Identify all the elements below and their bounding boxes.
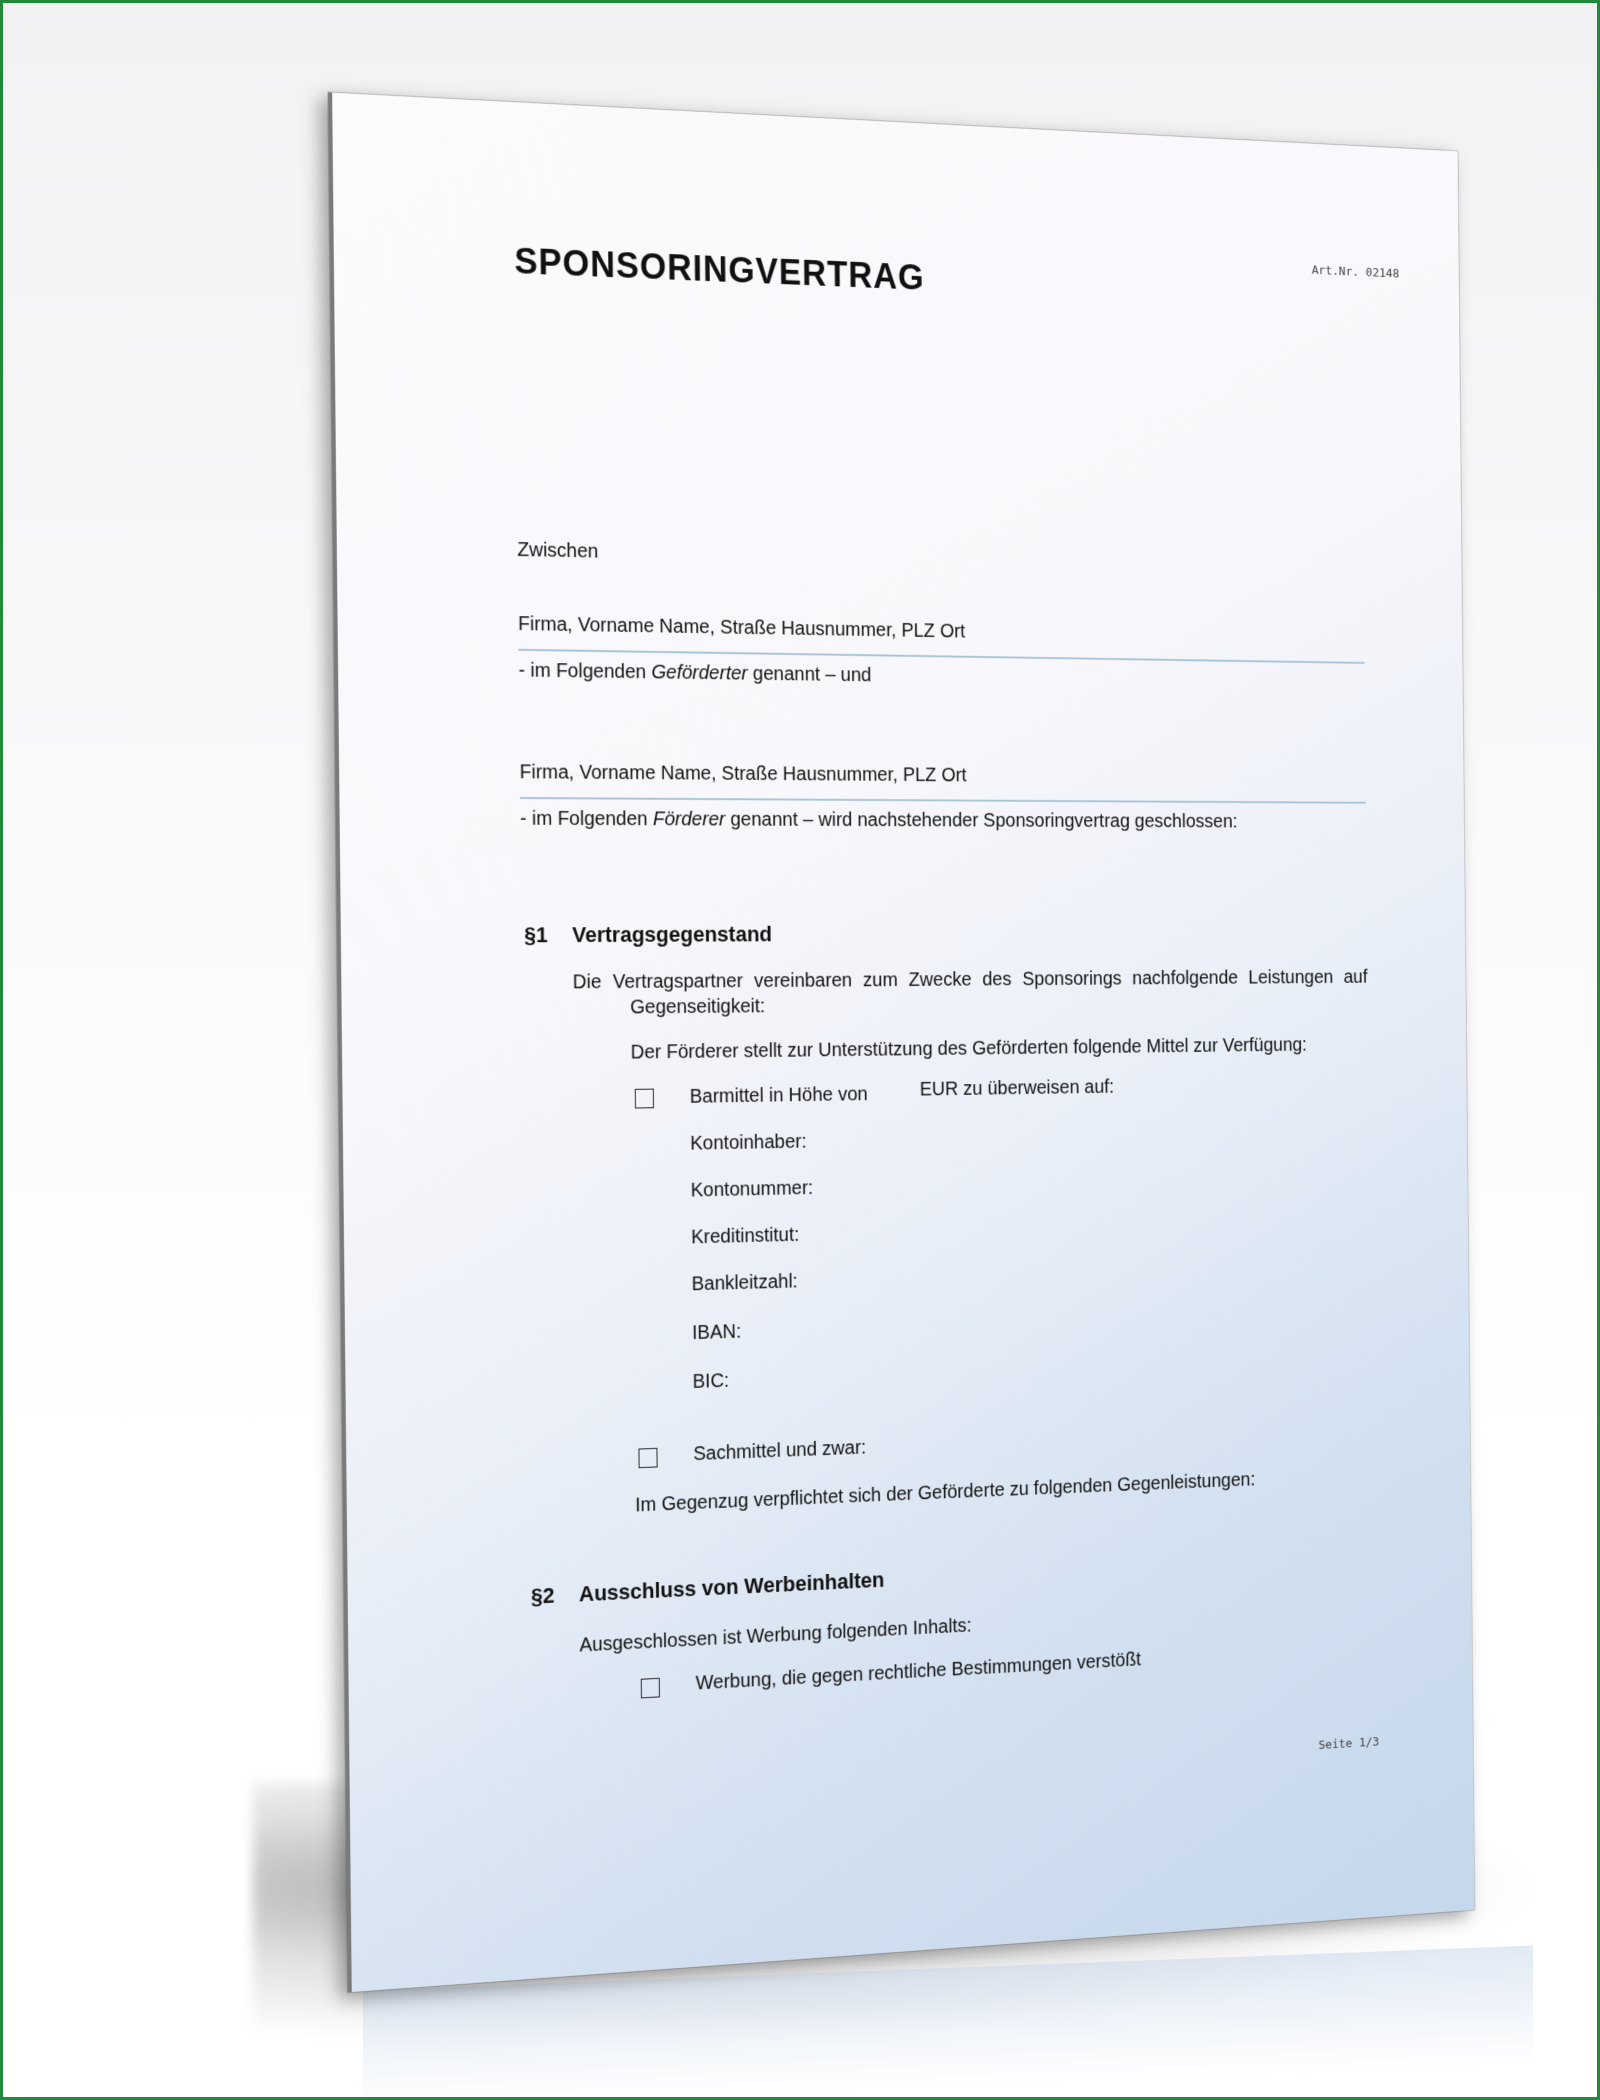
bank-field-bic: BIC:	[692, 1370, 730, 1393]
party1-role-prefix: - im Folgenden	[518, 659, 652, 684]
article-number: Art.Nr. 02148	[1311, 263, 1400, 282]
section1-title: Vertragsgegenstand	[572, 921, 773, 947]
section1-intro	[573, 965, 1368, 1021]
bank-field-account-number: Kontonummer:	[690, 1177, 814, 1202]
bank-field-iban: IBAN:	[692, 1321, 742, 1344]
cash-suffix: EUR zu überweisen auf:	[919, 1076, 1115, 1101]
section2-intro: Ausgeschlossen ist Werbung folgenden Inhalts:	[579, 1615, 972, 1657]
section2-option1-label: Werbung, die gegen rechtliche Bestimmungen verstößt	[695, 1649, 1142, 1695]
counter-statement: Im Gegenzug verpflichtet sich der Geförderte zu folgenden Gegenleistungen:	[635, 1469, 1256, 1517]
section2-title: Ausschluss von Werbeinhalten	[578, 1567, 885, 1607]
cash-checkbox[interactable]	[635, 1089, 654, 1109]
bank-field-account-holder: Kontoinhaber:	[690, 1131, 807, 1155]
party2-role-prefix: - im Folgenden	[520, 807, 654, 831]
party1-role-name: Geförderter	[651, 661, 748, 685]
in-kind-label: Sachmittel und zwar:	[693, 1436, 867, 1466]
section2-option1-checkbox[interactable]	[641, 1678, 660, 1699]
document-page	[328, 92, 1474, 1992]
bank-field-bank-name: Kreditinstitut:	[691, 1224, 800, 1249]
section1-number: §1	[524, 922, 548, 948]
page-number: Seite 1/3	[1318, 1735, 1380, 1753]
document-title: SPONSORINGVERTRAG	[514, 240, 925, 298]
in-kind-checkbox[interactable]	[638, 1448, 657, 1468]
party1-role-suffix: genannt – und	[747, 663, 872, 687]
party1-role	[518, 658, 871, 688]
party2-role-name: Förderer	[652, 808, 726, 831]
section1-intro-line1: Die Vertragspartner vereinbaren zum Zwecke des Sponsorings nachfolgende Leistungen auf	[572, 966, 1368, 994]
party2-address-field: Firma, Vorname Name, Straße Hausnummer, PLZ Ort	[519, 761, 967, 787]
cash-label: Barmittel in Höhe von	[689, 1083, 868, 1108]
bank-field-bank-code: Bankleitzahl:	[691, 1270, 798, 1296]
section2-number: §2	[530, 1582, 555, 1609]
between-label: Zwischen	[517, 539, 599, 563]
party2-role	[520, 806, 1238, 834]
party2-underline	[520, 797, 1366, 804]
section1-heading	[524, 922, 772, 948]
section1-intro-line2: Gegenseitigkeit:	[630, 995, 766, 1019]
party2-role-suffix: genannt – wird nachstehender Sponsoringvertrag geschlossen:	[725, 808, 1238, 833]
party1-address-field: Firma, Vorname Name, Straße Hausnummer, PLZ Ort	[518, 613, 966, 643]
sponsor-statement: Der Förderer stellt zur Unterstützung des Geförderten folgende Mittel zur Verfügung:	[630, 1034, 1308, 1064]
section2-heading	[531, 1567, 885, 1609]
